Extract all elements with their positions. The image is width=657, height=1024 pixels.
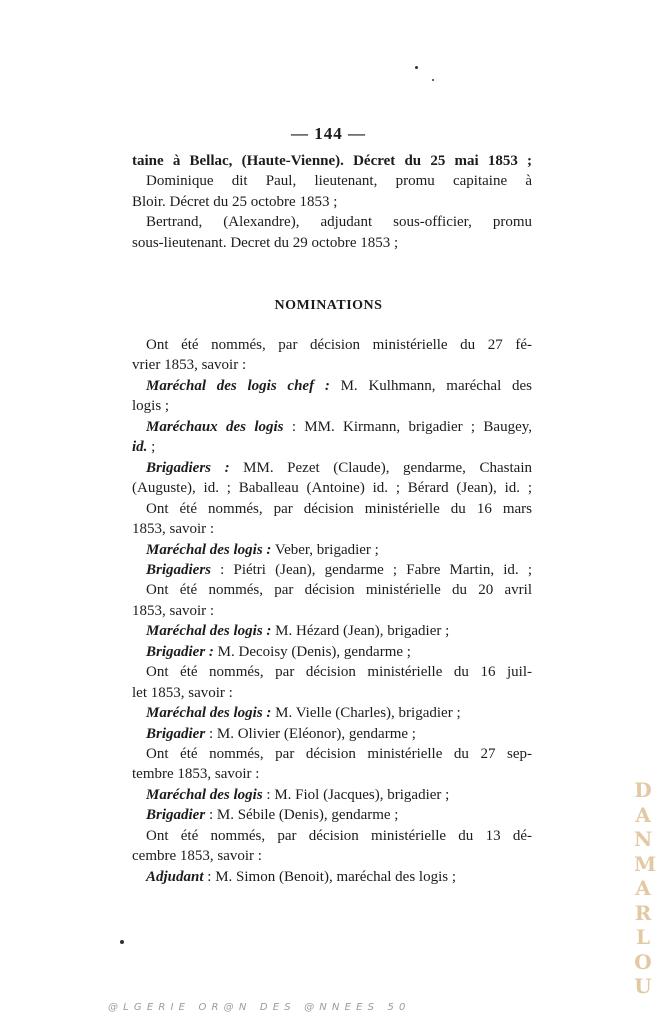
text-line bbox=[132, 763, 532, 785]
section-heading-nominations: NOMINATIONS bbox=[274, 298, 383, 313]
line-text: : M. Olivier (Eléonor), gendarme ; bbox=[205, 725, 416, 742]
line-text: 1853, savoir : bbox=[132, 602, 215, 619]
line-text: Ont été nommés, par décision ministérielle du 13 dé- bbox=[146, 827, 532, 844]
watermark-letter: N bbox=[634, 827, 653, 851]
side-watermark bbox=[634, 778, 657, 999]
line-text: Ont été nommés, par décision ministérielle du 16 juil- bbox=[146, 664, 532, 681]
line-text: Dominique dit Paul, lieutenant, promu capitaine à bbox=[146, 173, 532, 190]
line-text: vrier 1853, savoir : bbox=[132, 357, 247, 374]
line-text: Bloir. Décret du 25 octobre 1853 ; bbox=[132, 193, 338, 210]
text-line bbox=[146, 743, 532, 765]
text-line bbox=[132, 682, 532, 704]
line-text: Veber, brigadier ; bbox=[271, 541, 379, 558]
rank-label: Maréchal des logis : bbox=[146, 705, 272, 722]
text-line bbox=[132, 477, 532, 499]
text-line bbox=[146, 498, 532, 520]
line-text: let 1853, savoir : bbox=[132, 684, 233, 701]
line-text: (Auguste), id. ; Baballeau (Antoine) id. ; Bérard (Jean), id. ; bbox=[132, 480, 532, 497]
rank-label: id. bbox=[132, 439, 148, 456]
text-line bbox=[146, 784, 532, 806]
watermark-letter: M bbox=[634, 851, 657, 876]
text-line bbox=[146, 211, 532, 233]
line-text: Ont été nommés, par décision ministérielle du 16 mars bbox=[146, 500, 532, 517]
line-text: M. Hézard (Jean), brigadier ; bbox=[271, 623, 450, 640]
ink-speck bbox=[415, 66, 418, 69]
text-line bbox=[146, 641, 532, 663]
rank-label: Brigadiers bbox=[146, 561, 212, 578]
line-text: : Piétri (Jean), gendarme ; Fabre Martin, id. ; bbox=[211, 561, 532, 578]
text-line bbox=[146, 539, 532, 561]
footer-watermark: @ L G E R I E O R @ N D E S @ N N E E S 5 0 bbox=[108, 1002, 407, 1013]
line-text: logis ; bbox=[132, 398, 170, 415]
line-text: cembre 1853, savoir : bbox=[132, 848, 262, 865]
rank-label: Maréchal des logis : bbox=[146, 541, 272, 558]
rank-label: Brigadiers : bbox=[146, 459, 230, 476]
text-line bbox=[146, 457, 532, 479]
line-text: tembre 1853, savoir : bbox=[132, 766, 260, 783]
text-line bbox=[146, 661, 532, 683]
line-text: : MM. Kirmann, brigadier ; Baugey, bbox=[283, 418, 533, 435]
line-text: Ont été nommés, par décision ministérielle du 20 avril bbox=[146, 582, 532, 599]
rank-label: Adjudant bbox=[146, 868, 204, 885]
line-text: : M. Simon (Benoit), maréchal des logis ; bbox=[203, 868, 456, 885]
text-line bbox=[132, 232, 532, 254]
line-text: Ont été nommés, par décision ministérielle du 27 fé- bbox=[146, 337, 532, 353]
line-text: MM. Pezet (Claude), gendarme, Chastain bbox=[229, 459, 532, 476]
watermark-letter: A bbox=[635, 802, 651, 827]
line-text: M. Decoisy (Denis), gendarme ; bbox=[213, 643, 411, 660]
text-line bbox=[146, 723, 532, 745]
line-text: M. Vielle (Charles), brigadier ; bbox=[271, 705, 461, 722]
text-line bbox=[146, 559, 532, 581]
watermark-letter: D bbox=[634, 778, 652, 802]
rank-label: Maréchal des logis : bbox=[146, 623, 272, 640]
rank-label: Maréchaux des logis bbox=[146, 418, 284, 435]
line-text: taine à Bellac, (Haute-Vienne). Décret du 25 mai 1853 ; bbox=[132, 153, 532, 169]
line-text: : M. Fiol (Jacques), brigadier ; bbox=[262, 786, 450, 803]
text-line bbox=[146, 866, 532, 888]
text-line bbox=[146, 170, 532, 192]
watermark-letter: O bbox=[634, 949, 652, 974]
ink-speck bbox=[432, 79, 434, 81]
text-line bbox=[132, 354, 532, 376]
watermark-letter: L bbox=[635, 925, 651, 949]
text-line bbox=[146, 416, 532, 438]
watermark-letter: A bbox=[635, 876, 651, 900]
text-line bbox=[132, 436, 532, 458]
line-text: ; bbox=[147, 439, 156, 456]
text-line bbox=[132, 518, 532, 540]
text-line bbox=[146, 334, 532, 356]
rank-label: Brigadier bbox=[146, 725, 206, 742]
page-number: — 144 — bbox=[291, 124, 366, 143]
rank-label: Brigadier : bbox=[146, 643, 214, 660]
text-line bbox=[132, 191, 532, 213]
text-line bbox=[146, 825, 532, 847]
text-line bbox=[132, 150, 532, 172]
line-text: sous-lieutenant. Decret du 29 octobre 1853 ; bbox=[132, 234, 399, 251]
watermark-letter: R bbox=[634, 900, 652, 925]
text-line bbox=[146, 702, 532, 724]
line-text: M. Kulhmann, maréchal des bbox=[329, 377, 532, 394]
text-line bbox=[146, 804, 532, 826]
rank-label: Maréchal des logis bbox=[146, 786, 263, 803]
text-line bbox=[132, 395, 532, 417]
line-text: Ont été nommés, par décision ministérielle du 27 sep- bbox=[146, 746, 532, 762]
text-line bbox=[146, 375, 532, 397]
line-text: Bertrand, (Alexandre), adjudant sous-officier, promu bbox=[146, 214, 532, 231]
text-line bbox=[132, 600, 532, 622]
text-line bbox=[146, 579, 532, 601]
watermark-letter: U bbox=[634, 974, 652, 998]
rank-label: Brigadier bbox=[146, 807, 206, 824]
text-line bbox=[146, 620, 532, 642]
text-line bbox=[132, 845, 532, 867]
ink-speck bbox=[120, 940, 124, 944]
line-text: 1853, savoir : bbox=[132, 521, 215, 538]
rank-label: Maréchal des logis chef : bbox=[146, 377, 330, 394]
line-text: : M. Sébile (Denis), gendarme ; bbox=[205, 807, 399, 824]
